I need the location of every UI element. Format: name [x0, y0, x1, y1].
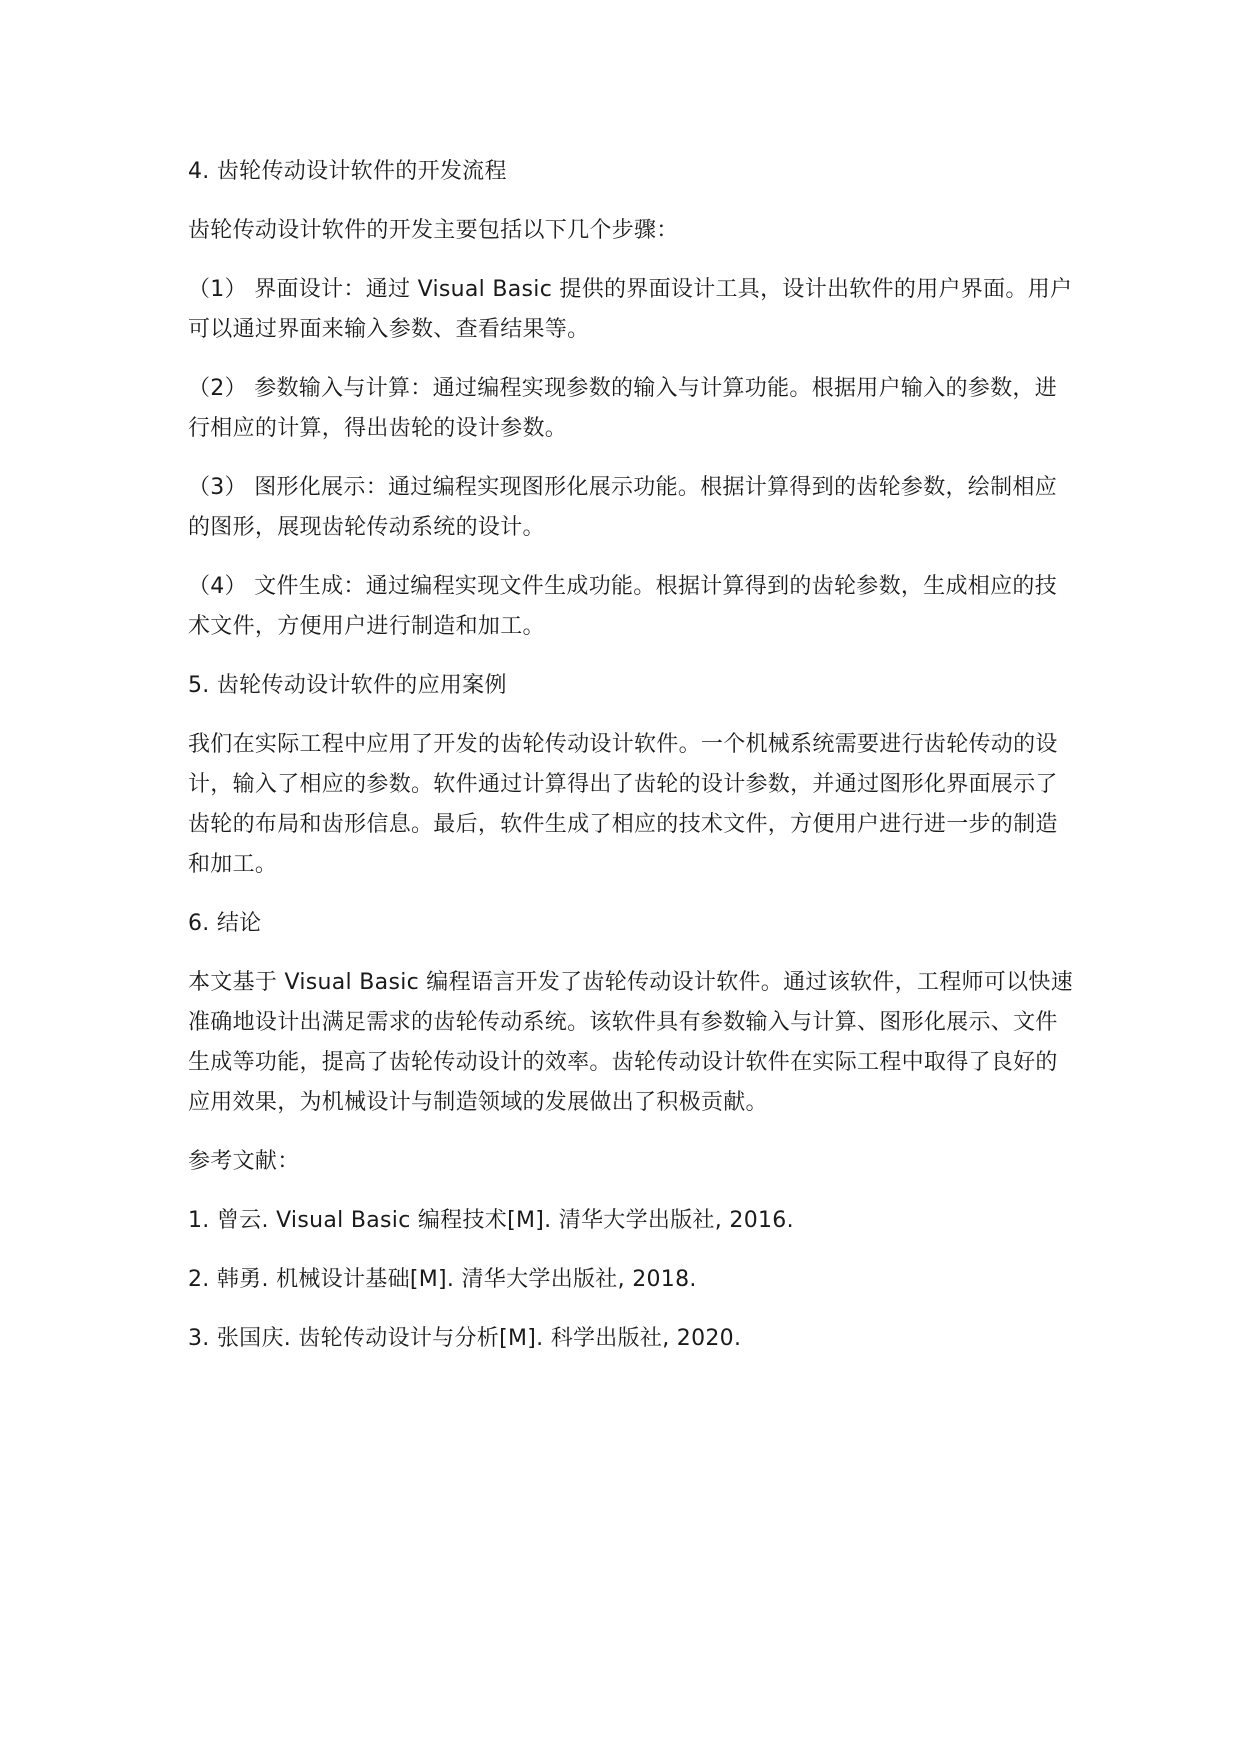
- section-4-intro: 齿轮传动设计软件的开发主要包括以下几个步骤：: [188, 218, 679, 243]
- section-5-paragraph: 我们在实际工程中应用了开发的齿轮传动设计软件。一个机械系统需要进行齿轮传动的设计，输入了相应的参数。软件通过计算得出了齿轮的设计参数，并通过图形化界面展示了齿轮的布局和齿形信息。最后，软件生成了相应的技术文件，方便用户进行进一步的制造和加工。: [188, 732, 1058, 877]
- section-4-heading: 4. 齿轮传动设计软件的开发流程: [188, 159, 507, 184]
- step-4-paragraph: （4） 文件生成：通过编程实现文件生成功能。根据计算得到的齿轮参数，生成相应的技术文件，方便用户进行制造和加工。: [188, 574, 1057, 639]
- reference-item-3: 3. 张国庆. 齿轮传动设计与分析[M]. 科学出版社, 2020.: [188, 1326, 742, 1351]
- step-3-paragraph: （3） 图形化展示：通过编程实现图形化展示功能。根据计算得到的齿轮参数，绘制相应的图形，展现齿轮传动系统的设计。: [188, 475, 1057, 540]
- references-heading: 参考文献：: [188, 1149, 300, 1174]
- step-2-paragraph: （2） 参数输入与计算：通过编程实现参数的输入与计算功能。根据用户输入的参数，进行相应的计算，得出齿轮的设计参数。: [188, 376, 1057, 441]
- reference-item-2: 2. 韩勇. 机械设计基础[M]. 清华大学出版社, 2018.: [188, 1267, 697, 1292]
- document-body: [188, 152, 1076, 1359]
- reference-item-1: 1. 曾云. Visual Basic 编程技术[M]. 清华大学出版社, 2016.: [188, 1208, 794, 1233]
- section-6-paragraph: 本文基于 Visual Basic 编程语言开发了齿轮传动设计软件。通过该软件，工程师可以快速准确地设计出满足需求的齿轮传动系统。该软件具有参数输入与计算、图形化展示、文件生成等功能，提高了齿轮传动设计的效率。齿轮传动设计软件在实际工程中取得了良好的应用效果，为机械设计与制造领域的发展做出了积极贡献。: [188, 970, 1074, 1115]
- section-5-heading: 5. 齿轮传动设计软件的应用案例: [188, 673, 507, 698]
- section-6-heading: 6. 结论: [188, 911, 262, 936]
- step-1-paragraph: （1） 界面设计：通过 Visual Basic 提供的界面设计工具，设计出软件的用户界面。用户可以通过界面来输入参数、查看结果等。: [188, 277, 1073, 342]
